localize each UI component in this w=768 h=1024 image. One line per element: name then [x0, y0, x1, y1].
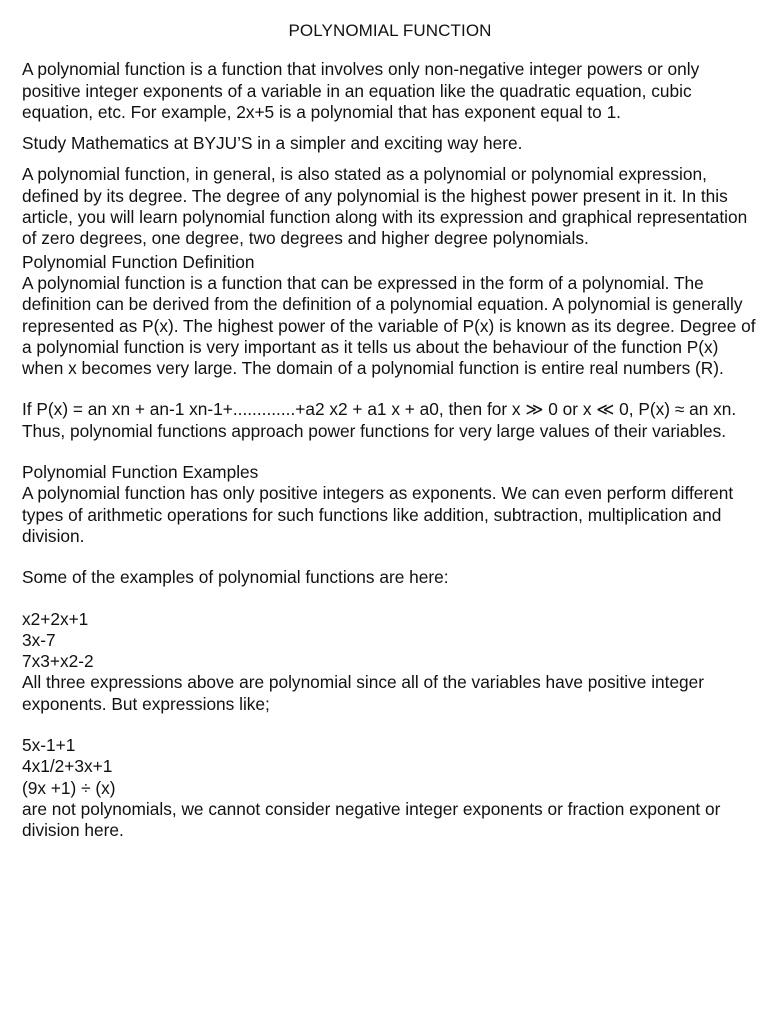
poly-example: 3x-7: [22, 629, 56, 650]
formula-follow: Thus, polynomial functions approach power functions for very large values of their variables.: [22, 420, 727, 441]
definition-heading: Polynomial Function Definition: [22, 251, 255, 272]
examples-body: A polynomial function has only positive integers as exponents. We can even perform different types of arithmetic operations for such functions like addition, subtraction, multiplication and division.: [22, 483, 734, 546]
nonpoly-example: 4x1/2+3x+1: [22, 756, 113, 777]
nonpoly-conclusion: are not polynomials, we cannot consider negative integer exponents or fraction exponent or division here.: [22, 798, 721, 841]
page-title: POLYNOMIAL FUNCTION: [288, 21, 492, 40]
poly-example: x2+2x+1: [22, 608, 89, 629]
poly-conclusion: All three expressions above are polynomial since all of the variables have positive integer exponents. But expressions like;: [22, 672, 705, 714]
examples-intro: Some of the examples of polynomial functions are here:: [22, 567, 449, 588]
definition-body: A polynomial function is a function that can be expressed in the form of a polynomial. The definition can be derived from the definition of a polynomial equation. A polynomial is generally represented as P(x). The highest power of the variable of P(x) is known as its degree. Degree of a polynomial function is very important as it tells us about the behaviour of the function P(x) when x becomes very large. The domain of a polynomial function is entire real numbers (R).: [22, 272, 756, 379]
intro-paragraph-2: Study Mathematics at BYJU’S in a simpler and exciting way here.: [22, 133, 523, 154]
intro-paragraph-1: A polynomial function is a function that involves only non-negative integer powers or only positive integer exponents of a variable in an equation like the quadratic equation, cubic equation, etc. For example, 2x+5 is a polynomial that has exponent equal to 1.: [22, 59, 700, 122]
poly-example: 7x3+x2-2: [22, 651, 94, 672]
intro-paragraph-3: A polynomial function, in general, is also stated as a polynomial or polynomial expression, defined by its degree. The degree of any polynomial is the highest power present in it. In this article, you will learn polynomial function along with its expression and graphical representation of zero degrees, one degree, two degrees and higher degree polynomials.: [22, 164, 748, 249]
nonpoly-example: 5x-1+1: [22, 735, 76, 756]
examples-heading: Polynomial Function Examples: [22, 462, 259, 483]
nonpoly-example: (9x +1) ÷ (x): [22, 777, 116, 798]
formula-line: If P(x) = an xn + an-1 xn-1+.............+a2 x2 + a1 x + a0, then for x ≫ 0 or x ≪ 0, P(x) ≈ an xn.: [22, 399, 737, 420]
